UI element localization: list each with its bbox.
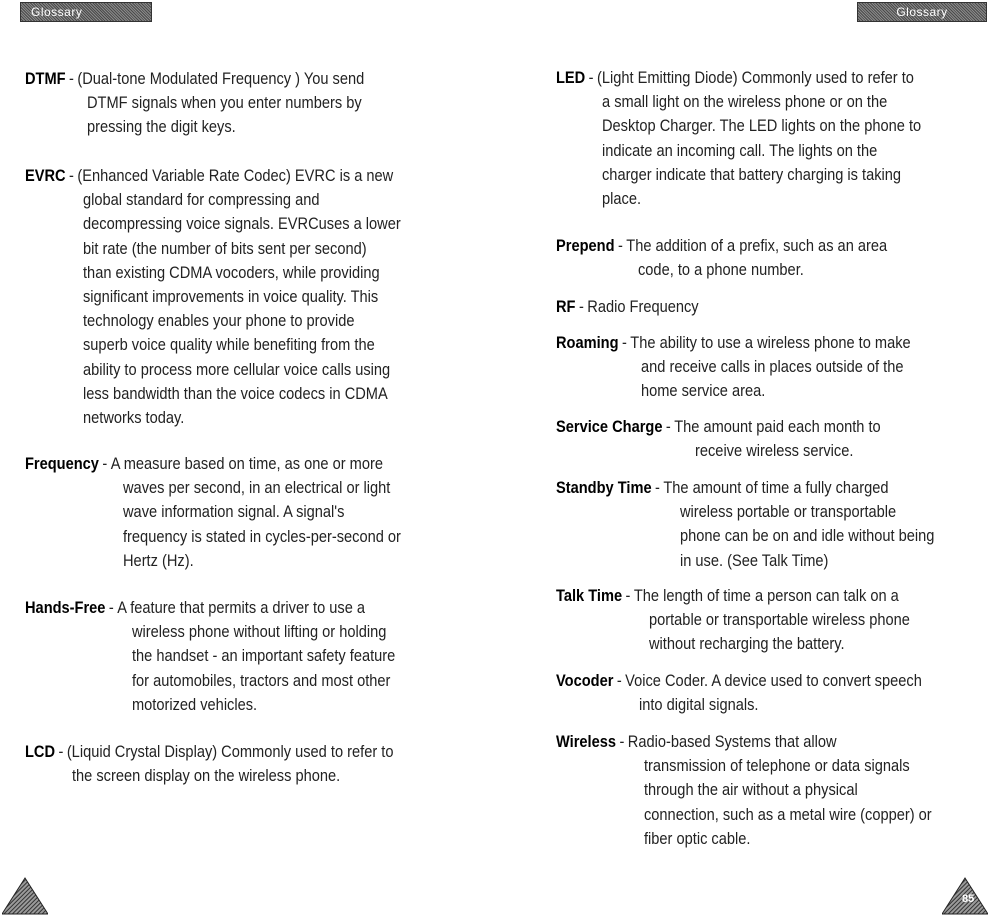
glossary-line (556, 415, 881, 439)
term-separator: - (58, 742, 64, 761)
glossary-line (556, 584, 910, 608)
glossary-term: RF (556, 297, 576, 316)
definition-text: (Light Emitting Diode) Commonly used to refer to (596, 68, 914, 87)
glossary-entry-wireless (556, 730, 932, 851)
definition-text: pressing the digit keys. (86, 117, 236, 137)
term-separator: - (69, 166, 74, 185)
definition-text: The length of time a person can talk on a (633, 586, 899, 605)
definition-text: Voice Coder. A device used to convert speech (625, 671, 922, 690)
term-separator: - (665, 417, 671, 436)
definition-text: in use. (See Talk Time) (679, 550, 829, 570)
glossary-line (556, 66, 921, 90)
glossary-entry-prepend (556, 234, 887, 282)
definition-text: Radio Frequency (587, 297, 699, 316)
definition-text: (Dual-tone Modulated Frequency ) You send (77, 69, 365, 88)
glossary-line (556, 331, 911, 355)
definition-text: without recharging the battery. (648, 634, 845, 654)
glossary-term: Service Charge (556, 417, 663, 436)
term-separator: - (578, 297, 584, 316)
glossary-line (556, 730, 932, 754)
definition-text: waves per second, in an electrical or light (122, 478, 391, 498)
glossary-entry-vocoder (556, 669, 922, 717)
definition-text: The amount paid each month to (674, 417, 881, 436)
definition-text: networks today. (82, 408, 185, 428)
definition-text: The ability to use a wireless phone to make (630, 333, 911, 352)
definition-text: receive wireless service. (694, 441, 854, 461)
glossary-line (556, 295, 699, 319)
glossary-term: EVRC (25, 166, 66, 185)
definition-text: (Enhanced Variable Rate Codec) EVRC is a new (77, 166, 394, 185)
glossary-tab-right: Glossary (857, 2, 987, 22)
definition-text: The amount of time a fully charged (663, 478, 889, 497)
definition-text: portable or transportable wireless phone (648, 610, 910, 630)
term-separator: - (625, 586, 631, 605)
definition-text: Radio-based Systems that allow (627, 732, 837, 751)
glossary-term: DTMF (25, 69, 66, 88)
glossary-term: LCD (25, 742, 56, 761)
definition-text: home service area. (640, 381, 766, 401)
glossary-term: Roaming (556, 333, 619, 352)
page-corner-triangle-left-icon (2, 877, 48, 915)
glossary-entry-service-charge (556, 415, 881, 463)
definition-text: DTMF signals when you enter numbers by (86, 93, 362, 113)
definition-text: into digital signals. (638, 695, 759, 715)
glossary-line (25, 740, 393, 764)
definition-text: The addition of a prefix, such as an area (626, 236, 888, 255)
glossary-term: Talk Time (556, 586, 623, 605)
definition-text: Desktop Charger. The LED lights on the phone to (601, 116, 922, 136)
glossary-entry-rf (556, 295, 699, 319)
definition-text: bit rate (the number of bits sent per second) (82, 238, 367, 258)
glossary-entry-lcd (25, 740, 393, 788)
glossary-line (25, 452, 401, 476)
term-separator: - (617, 236, 623, 255)
glossary-term: LED (556, 68, 586, 87)
definition-text: less bandwidth than the voice codecs in CDMA (82, 383, 388, 403)
definition-text: and receive calls in places outside of the (640, 357, 904, 377)
glossary-entry-evrc (25, 164, 401, 430)
definition-text: A measure based on time, as one or more (110, 454, 383, 473)
glossary-term: Wireless (556, 732, 617, 751)
definition-text: superb voice quality while benefiting from the (82, 335, 375, 355)
definition-text: motorized vehicles. (131, 694, 258, 714)
glossary-term: Standby Time (556, 478, 652, 497)
term-separator: - (619, 732, 625, 751)
definition-text: for automobiles, tractors and most other (131, 670, 391, 690)
definition-text: wireless phone without lifting or holding (131, 622, 387, 642)
definition-text: connection, such as a metal wire (copper) or (643, 804, 932, 824)
glossary-line (25, 596, 395, 620)
definition-text: place. (601, 189, 642, 209)
glossary-tab-left: Glossary (20, 2, 152, 22)
definition-text: through the air without a physical (643, 780, 858, 800)
definition-text: A feature that permits a driver to use a (117, 598, 366, 617)
definition-text: global standard for compressing and (82, 190, 320, 210)
definition-text: decompressing voice signals. EVRCuses a lower (82, 214, 401, 234)
glossary-line (556, 476, 934, 500)
glossary-term: Frequency (25, 454, 99, 473)
definition-text: a small light on the wireless phone or on the (601, 92, 888, 112)
glossary-entry-roaming (556, 331, 911, 404)
glossary-entry-dtmf (25, 67, 364, 140)
glossary-term: Hands-Free (25, 598, 106, 617)
definition-text: (Liquid Crystal Display) Commonly used to refer to (66, 742, 394, 761)
definition-text: code, to a phone number. (637, 260, 804, 280)
definition-text: technology enables your phone to provide (82, 311, 355, 331)
glossary-entry-standby-time (556, 476, 934, 573)
definition-text: than existing CDMA vocoders, while providing (82, 262, 380, 282)
definition-text: Hertz (Hz). (122, 550, 194, 570)
definition-text: wave information signal. A signal's (122, 502, 345, 522)
definition-text: ability to process more cellular voice calls using (82, 359, 391, 379)
definition-text: fiber optic cable. (643, 828, 751, 848)
definition-text: transmission of telephone or data signals (643, 756, 910, 776)
definition-text: significant improvements in voice quality. This (82, 287, 379, 307)
term-separator: - (588, 68, 594, 87)
glossary-line (25, 67, 364, 91)
definition-text: wireless portable or transportable (679, 502, 897, 522)
glossary-line (25, 164, 401, 188)
page-number-right: 85 (962, 893, 975, 905)
definition-text: the screen display on the wireless phone. (71, 766, 341, 786)
glossary-term: Vocoder (556, 671, 614, 690)
definition-text: charger indicate that battery charging is taking (601, 164, 902, 184)
term-separator: - (621, 333, 627, 352)
glossary-term: Prepend (556, 236, 615, 255)
definition-text: frequency is stated in cycles-per-second or (122, 526, 401, 546)
definition-text: phone can be on and idle without being (679, 526, 935, 546)
glossary-line (556, 234, 887, 258)
term-separator: - (108, 598, 114, 617)
glossary-entry-frequency (25, 452, 401, 573)
term-separator: - (69, 69, 74, 88)
glossary-entry-led (556, 66, 921, 211)
glossary-entry-talk-time (556, 584, 910, 657)
glossary-entry-hands-free (25, 596, 395, 717)
definition-text: the handset - an important safety feature (131, 646, 396, 666)
definition-text: indicate an incoming call. The lights on the (601, 140, 878, 160)
term-separator: - (102, 454, 108, 473)
term-separator: - (655, 478, 660, 497)
glossary-line (556, 669, 922, 693)
term-separator: - (616, 671, 622, 690)
